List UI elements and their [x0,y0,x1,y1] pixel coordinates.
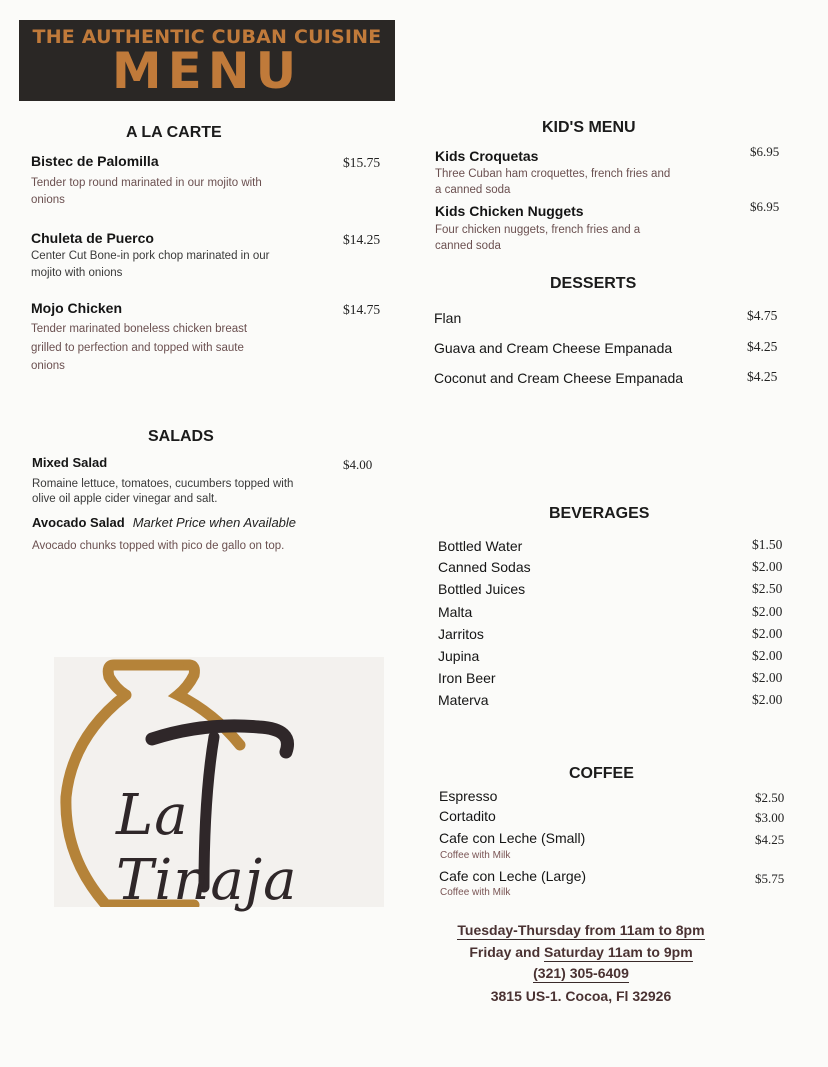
item-name-chuleta: Chuleta de Puerco [31,230,154,246]
market-price-note: Market Price when Available [132,515,297,530]
beverages-heading: BEVERAGES [549,505,650,522]
desc-line: onions [31,194,65,206]
coffee-name-cortadito: Cortadito [439,808,496,824]
desserts-heading: DESSERTS [550,275,637,292]
coffee-heading: COFFEE [569,765,634,782]
beverage-price: $2.00 [752,692,783,707]
dessert-price-coconut: $4.25 [747,369,778,384]
hours-line-1 [420,922,742,938]
phone-line [420,965,742,981]
item-desc-mixed-salad [32,477,293,507]
address: 3815 US-1. Cocoa, Fl 32926 [490,988,672,1004]
phone-number: (321) 305-6409 [533,965,629,981]
la-tinaja-logo [54,657,384,913]
desc-line: Tender marinated boneless chicken breast [31,323,248,335]
beverage-name: Jupina [438,648,480,664]
item-name-kids-nuggets: Kids Chicken Nuggets [435,203,584,219]
desc-line: Center Cut Bone-in pork chop marinated in our [31,250,270,262]
beverage-name: Canned Sodas [438,559,531,575]
item-desc-kids-croquetas [435,166,670,198]
item-price-mixed-salad: $4.00 [343,457,373,472]
beverage-price: $2.00 [752,626,783,641]
beverage-name: Materva [438,692,489,708]
coffee-name-espresso: Espresso [439,788,498,804]
kids-menu-heading: KID'S MENU [542,119,636,136]
coffee-price-espresso: $2.50 [755,790,785,805]
hours-saturday: Saturday 11am to 9pm [544,944,693,960]
item-name-kids-croquetas: Kids Croquetas [435,148,539,164]
beverage-name: Malta [438,604,473,620]
desc-line: Four chicken nuggets, french fries and a [435,224,641,236]
coffee-sub-cafe-large: Coffee with Milk [440,887,511,898]
coffee-name-cafe-small: Cafe con Leche (Small) [439,830,586,846]
coffee-price-cortadito: $3.00 [755,810,785,825]
beverage-price: $2.50 [752,581,783,596]
hours-line-2 [420,944,742,960]
beverage-price: $2.00 [752,604,783,619]
beverage-name: Iron Beer [438,670,496,686]
coffee-name-cafe-large: Cafe con Leche (Large) [439,868,587,884]
item-name-mixed-salad: Mixed Salad [32,455,108,470]
dessert-name-guava: Guava and Cream Cheese Empanada [434,340,673,356]
menu-header-banner [19,20,395,101]
salads-heading: SALADS [148,428,214,445]
header-subtitle: THE AUTHENTIC CUBAN CUISINE [32,26,382,48]
desc-line: canned soda [435,240,501,252]
coffee-price-cafe-large: $5.75 [755,871,785,886]
beverage-price: $2.00 [752,670,783,685]
beverage-name: Bottled Juices [438,581,526,597]
desc-line: onions [31,360,65,372]
header-title: MENU [111,42,303,100]
item-desc-mojo-chicken [31,320,247,376]
desc-line: Romaine lettuce, tomatoes, cucumbers topped with [32,478,294,490]
beverage-name: Bottled Water [438,538,523,554]
item-desc-kids-nuggets [435,222,640,254]
coffee-price-cafe-small: $4.25 [755,832,785,847]
item-name-avocado-salad [32,515,296,530]
desc-line: Three Cuban ham croquettes, french fries and [435,168,671,180]
a-la-carte-heading: A LA CARTE [126,124,222,141]
avocado-salad-label: Avocado Salad [32,515,125,530]
desc-line: a canned soda [435,184,511,196]
item-desc-chuleta [31,248,269,282]
item-desc-bistec [31,175,262,209]
item-price-bistec: $15.75 [343,155,381,170]
item-desc-avocado-salad: Avocado chunks topped with pico de gallo on top. [32,540,285,552]
dessert-price-guava: $4.25 [747,339,778,354]
item-price-kids-croquetas: $6.95 [750,144,780,159]
beverage-price: $2.00 [752,559,783,574]
beverage-name: Jarritos [438,626,484,642]
hours-weekday: Tuesday-Thursday from 11am to 8pm [457,922,705,938]
dessert-name-flan: Flan [434,310,462,326]
item-price-kids-nuggets: $6.95 [750,199,780,214]
hours-friday: Friday and [469,944,545,960]
item-name-bistec: Bistec de Palomilla [31,153,159,169]
desc-line: Tender top round marinated in our mojito with [31,177,262,189]
dessert-price-flan: $4.75 [747,308,778,323]
dessert-name-coconut: Coconut and Cream Cheese Empanada [434,370,684,386]
item-price-mojo-chicken: $14.75 [343,302,381,317]
coffee-sub-cafe-small: Coffee with Milk [440,850,511,861]
beverage-price: $2.00 [752,648,783,663]
beverage-price: $1.50 [752,537,783,552]
item-price-chuleta: $14.25 [343,232,381,247]
desc-line: grilled to perfection and topped with saute [31,341,244,354]
logo-text: La Tinaja [116,783,298,913]
desc-line: mojito with onions [31,267,123,279]
item-name-mojo-chicken: Mojo Chicken [31,300,123,316]
desc-line: olive oil apple cider vinegar and salt. [32,493,218,505]
